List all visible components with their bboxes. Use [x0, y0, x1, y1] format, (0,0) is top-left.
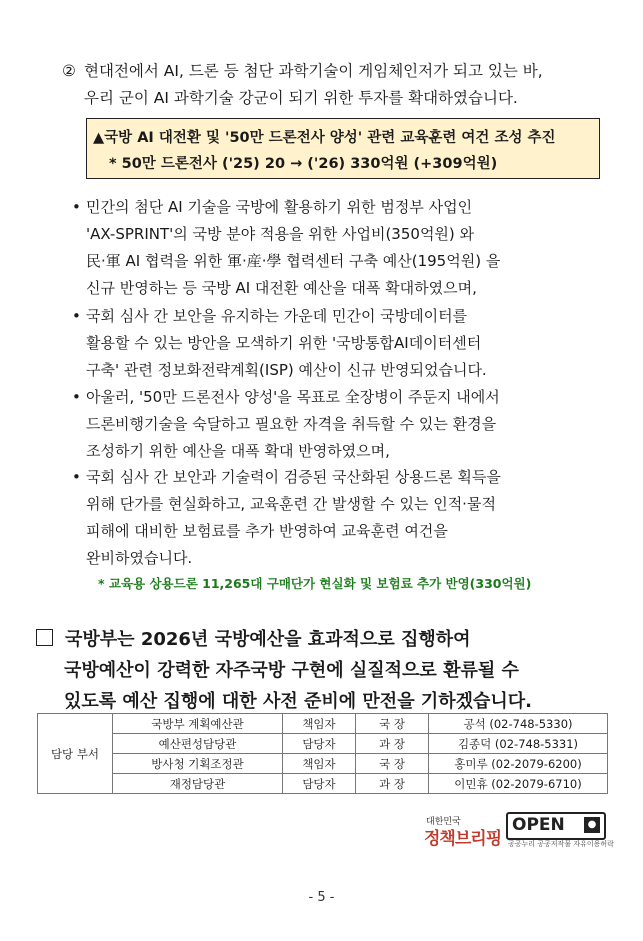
conclusion-line-2: 국방예산이 강력한 자주국방 구현에 실질적으로 환류될 수 — [64, 660, 519, 681]
person-cell: 이민휴 (02-2079-6710) — [429, 774, 608, 794]
conclusion-line-1: 국방부는 2026년 국방예산을 효과적으로 집행하여 — [65, 629, 471, 650]
open-logo-subtext: 공공누리 공공저작물 자유이용허락 — [508, 840, 614, 848]
logo-small-text: 대한민국 — [426, 817, 461, 827]
bullet-line: 구축' 관련 정보화전략계획(ISP) 예산이 신규 반영되었습니다. — [86, 361, 487, 379]
logo-big-text: 정책브리핑 — [424, 829, 502, 849]
bullet-line: 드론비행기술을 숙달하고 필요한 자격을 취득할 수 있는 환경을 — [86, 415, 497, 433]
bullet-item — [72, 384, 612, 465]
table-row — [38, 754, 608, 774]
office-cell: 재정담당관 — [113, 774, 283, 794]
license-person-icon: ● — [584, 817, 600, 833]
bullet-dot: • — [72, 198, 81, 216]
office-cell: 예산편성담당관 — [113, 734, 283, 754]
person-cell: 공석 (02-748-5330) — [429, 714, 608, 734]
bullet-item — [72, 194, 612, 302]
open-logo-text: OPEN — [512, 815, 565, 835]
conclusion-paragraph — [36, 624, 626, 717]
policy-briefing-logo — [422, 814, 502, 848]
bullet-line: 피해에 대비한 보험료를 추가 반영하여 교육훈련 여건을 — [86, 522, 448, 540]
bullet-line: 완비하였습니다. — [86, 549, 193, 567]
bullet-dot: • — [72, 388, 81, 406]
table-row — [38, 734, 608, 754]
highlight-box — [86, 118, 600, 179]
title-cell: 국 장 — [356, 754, 429, 774]
bullet-line: 民·軍 AI 협력을 위한 軍·産·學 협력센터 구축 예산(195억원) 을 — [86, 252, 501, 270]
highlight-line-1: ▲국방 AI 대전환 및 '50만 드론전사 양성' 관련 교육훈련 여건 조성 추진 — [93, 130, 556, 146]
table-row — [38, 774, 608, 794]
bullet-line: 국회 심사 간 보안과 기술력이 검증된 국산화된 상용드론 획득을 — [86, 468, 501, 486]
bullet-dot: • — [72, 307, 81, 325]
bullet-line: 국회 심사 간 보안을 유지하는 가운데 민간이 국방데이터를 — [86, 307, 468, 325]
dept-label-cell: 담당 부서 — [38, 714, 113, 794]
page-number: - 5 - — [308, 890, 335, 905]
bullet-line: 아울러, '50만 드론전사 양성'을 목표로 全장병이 주둔지 내에서 — [86, 388, 500, 406]
bullet-line: 신규 반영하는 등 국방 AI 대전환 예산을 대폭 확대하였으며, — [86, 279, 477, 297]
bullet-dot: • — [72, 468, 81, 486]
checkbox-square-icon — [36, 629, 53, 646]
intro-line-1: 현대전에서 AI, 드론 등 첨단 과학기술이 게임체인저가 되고 있는 바, — [84, 62, 543, 80]
contact-table — [37, 713, 608, 794]
footnote: * 교육용 상용드론 11,265대 구매단가 현실화 및 보험료 추가 반영(330억원) — [98, 576, 532, 591]
title-cell: 국 장 — [356, 714, 429, 734]
bullet-line: 'AX-SPRINT'의 국방 분야 적용을 위한 사업비(350억원) 와 — [86, 225, 475, 243]
role-cell: 책임자 — [283, 714, 356, 734]
bullet-item — [72, 464, 612, 572]
intro-paragraph — [62, 58, 622, 112]
title-cell: 과 장 — [356, 734, 429, 754]
intro-line-2: 우리 군이 AI 과학기술 강군이 되기 위한 투자를 확대하였습니다. — [84, 89, 518, 107]
role-cell: 책임자 — [283, 754, 356, 774]
person-cell: 홍미루 (02-2079-6200) — [429, 754, 608, 774]
office-cell: 국방부 계획예산관 — [113, 714, 283, 734]
bullet-line: 조성하기 위한 예산을 대폭 확대 반영하였으며, — [86, 442, 390, 460]
highlight-line-2: * 50만 드론전사 ('25) 20 → ('26) 330억원 (+309억원) — [109, 156, 498, 172]
bullet-line: 위해 단가를 현실화하고, 교육훈련 간 발생할 수 있는 인적·물적 — [86, 495, 496, 513]
title-cell: 과 장 — [356, 774, 429, 794]
table-row — [38, 714, 608, 734]
office-cell: 방사청 기획조정관 — [113, 754, 283, 774]
item-number: ② — [62, 62, 76, 80]
open-license-logo — [506, 812, 606, 840]
bullet-line: 활용할 수 있는 방안을 모색하기 위한 '국방통합AI데이터센터 — [86, 334, 482, 352]
conclusion-line-3: 있도록 예산 집행에 대한 사전 준비에 만전을 기하겠습니다. — [64, 691, 533, 712]
role-cell: 담당자 — [283, 734, 356, 754]
person-cell: 김종덕 (02-748-5331) — [429, 734, 608, 754]
bullet-item — [72, 303, 612, 384]
bullet-line: 민간의 첨단 AI 기술을 국방에 활용하기 위한 범정부 사업인 — [86, 198, 473, 216]
role-cell: 담당자 — [283, 774, 356, 794]
